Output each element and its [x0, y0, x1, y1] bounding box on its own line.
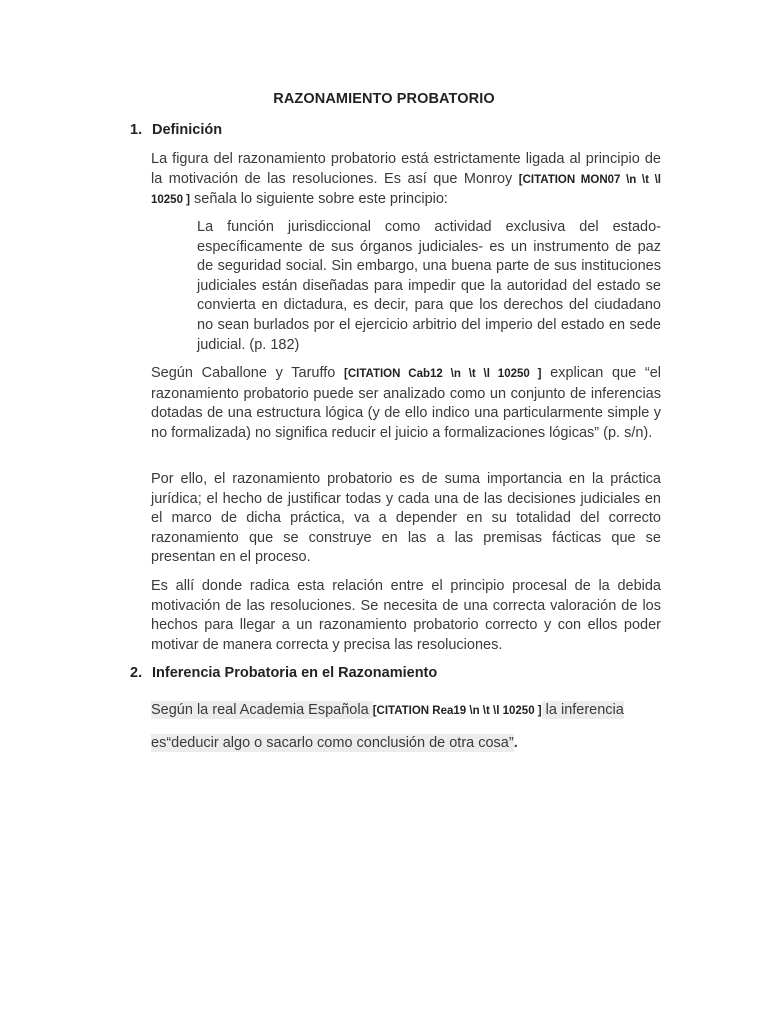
paragraph-1	[151, 150, 661, 211]
citation-field: [CITATION Cab12 \n \t \l 10250 ]	[344, 368, 542, 380]
paragraph-text: explican que “el razonamiento probatorio puede ser analizado como un conjunto de inferencias dotadas de una estructura lógica (y de ello indico una particularmente simple y no formalizada) no significa reducir el juicio a formalizaciones lógicas” (p. s/n).	[151, 365, 661, 441]
paragraph-3: Por ello, el razonamiento probatorio es de suma importancia en la práctica jurídica; el hecho de justificar todas y cada una de las decisiones judiciales en el marco de dicha práctica, va a depender en su totalidad del correcto razonamiento que se construye en las a las premisas fácticas que se presentan en el proceso.	[151, 471, 661, 566]
highlighted-text: la inferencia	[541, 702, 624, 718]
paragraph-text: La figura del razonamiento probatorio está estrictamente ligada al principio de la motivación de las resoluciones. Es así que Monroy	[151, 151, 661, 187]
section-number: 2.	[130, 665, 143, 681]
section-heading-2	[130, 665, 437, 681]
section-number: 1.	[130, 122, 143, 138]
document-title: RAZONAMIENTO PROBATORIO	[273, 91, 495, 107]
citation-field: [CITATION MON07 \n \t \l 10250 ]	[151, 173, 661, 207]
paragraph-text: señala lo siguiente sobre este principio:	[190, 191, 448, 208]
highlighted-text: Según la real Academia Española	[151, 702, 373, 718]
definition-quote: “deducir algo o sacarlo como conclusión de otra cosa”	[166, 735, 514, 751]
section-heading-1	[130, 122, 222, 138]
citation-field: [CITATION Rea19 \n \t \l 10250 ]	[372, 705, 542, 717]
paragraph-text: Según Caballone y Taruffo	[151, 365, 344, 381]
section-title: Inferencia Probatoria en el Razonamiento	[152, 665, 438, 681]
highlighted-text: es	[151, 735, 167, 751]
block-quote: La función jurisdiccional como actividad exclusiva del estado- específicamente de sus órganos judiciales- es un instrumento de paz de seguridad social. Sin embargo, una buena parte de sus instituciones judiciales están diseñadas para impedir que la autoridad del estado se convierta en dictadura, es decir, para que los derechos del ciudadano no sean burlados por el ejercicio arbitrio del imperio del estado en sede judicial. (p. 182)	[197, 219, 661, 353]
sentence-end: .	[513, 735, 518, 751]
section-title: Definición	[152, 122, 223, 138]
paragraph-5	[151, 694, 661, 759]
paragraph-2	[151, 364, 661, 443]
paragraph-4: Es allí donde radica esta relación entre el principio procesal de la debida motivación de las resoluciones. Se necesita de una correcta valoración de los hechos para llegar a un razonamiento probatorio correcto y con ellos poder motivar de manera correcta y precisa las resoluciones.	[151, 578, 661, 653]
